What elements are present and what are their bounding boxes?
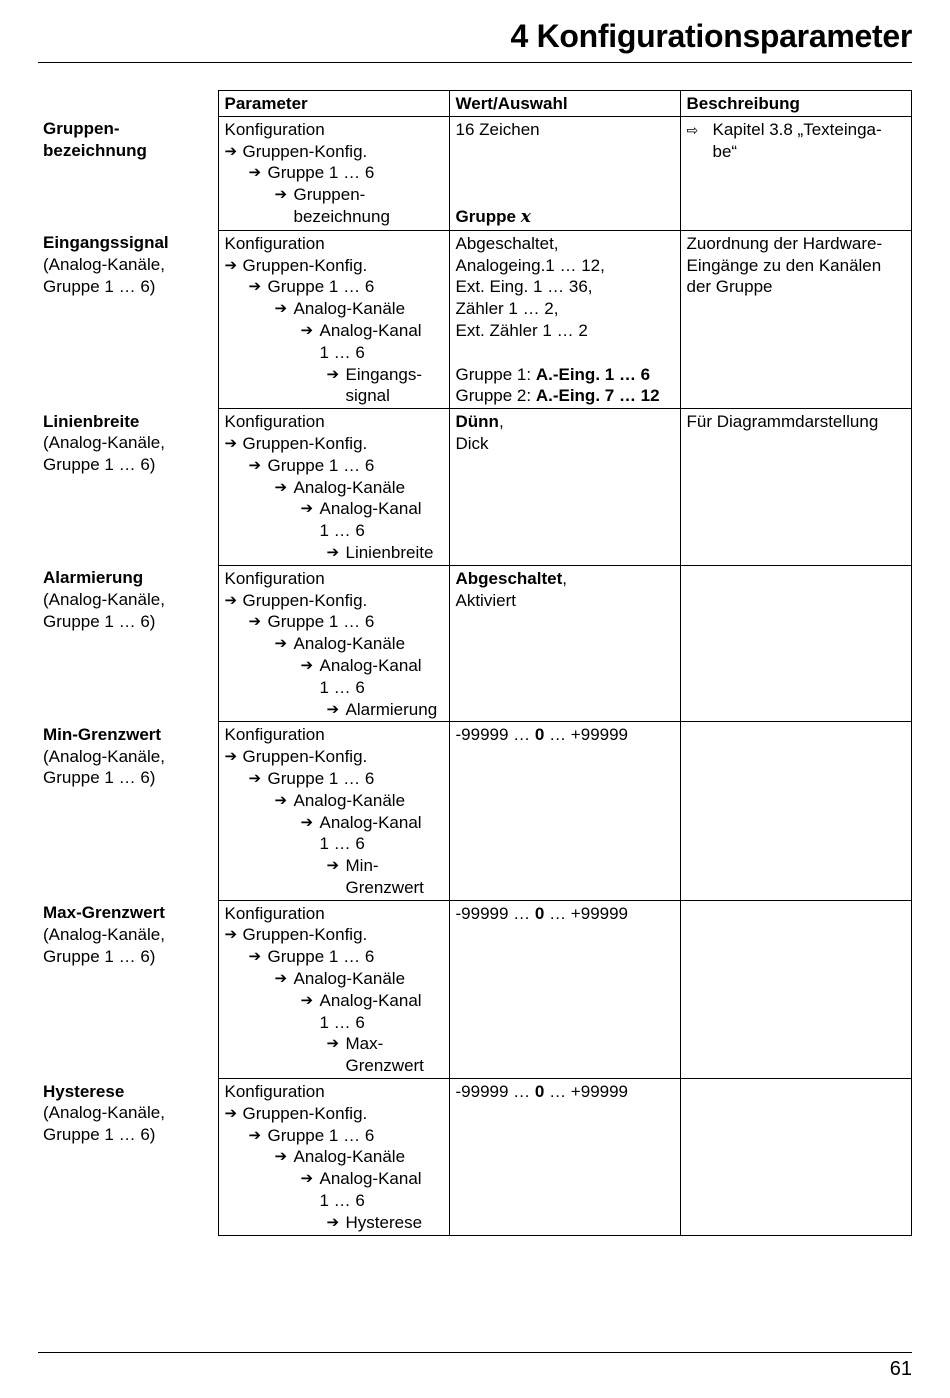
value-option: Aktiviert: [455, 590, 516, 610]
value-range: -99999 … 0 … +99999: [455, 1082, 629, 1102]
row-label: [38, 230, 218, 408]
default-value: Gruppe 2: A.-Eing. 7 … 12: [455, 386, 660, 406]
row-label-sub: (Analog-Kanäle,: [43, 746, 165, 766]
default-value: Gruppe x: [455, 206, 531, 227]
value-cell: [449, 722, 680, 900]
path-item: Konfiguration: [224, 119, 325, 139]
arrow-right-icon: ➔: [326, 856, 340, 875]
header-rule: [38, 62, 912, 63]
arrow-right-icon: ➔: [248, 455, 262, 474]
path-item: ➔ Analog-Kanäle: [274, 299, 406, 319]
chapter-reference: Kapitel 3.8 „Texteinga- be“: [712, 119, 882, 161]
description-cell: [680, 722, 911, 900]
value-option: Zähler 1 … 2,: [455, 299, 559, 319]
row-label-sub: Gruppe 1 … 6): [43, 455, 156, 475]
row-label-title: Min-Grenzwert: [43, 724, 162, 744]
arrow-right-icon: ➔: [224, 590, 238, 609]
value-cell: [449, 230, 680, 408]
parameter-table: [38, 90, 912, 1236]
description-text: Eingänge zu den Kanälen: [686, 255, 882, 275]
header-parameter: Parameter: [218, 91, 449, 117]
path-item: Konfiguration: [224, 1082, 325, 1102]
path-item: ➔ Min-: [326, 856, 379, 876]
path-item: ➔ Analog-Kanal: [300, 990, 422, 1010]
value-option: Abgeschaltet,: [455, 233, 559, 253]
default-value: Gruppe 1: A.-Eing. 1 … 6: [455, 364, 651, 384]
arrow-right-icon: ➔: [224, 1103, 238, 1122]
arrow-right-icon: ➔: [274, 634, 288, 653]
parameter-path: [218, 565, 449, 722]
arrow-right-icon: ➔: [326, 1034, 340, 1053]
value-cell: [449, 409, 680, 566]
page-number: 61: [889, 1358, 912, 1380]
path-item: ➔ Analog-Kanäle: [274, 1147, 406, 1167]
arrow-right-icon: ➔: [248, 768, 262, 787]
path-item: ➔ Gruppen-Konfig.: [224, 141, 368, 161]
row-label-sub: (Analog-Kanäle,: [43, 433, 165, 453]
parameter-path: [218, 230, 449, 408]
arrow-right-icon: ➔: [224, 925, 238, 944]
table-row: [38, 409, 911, 566]
path-item: ➔ Analog-Kanäle: [274, 477, 406, 497]
path-item: Konfiguration: [224, 903, 325, 923]
path-item: ➔ Analog-Kanäle: [274, 634, 406, 654]
arrow-right-icon: ➔: [326, 1212, 340, 1231]
arrow-right-icon: ➔: [300, 320, 314, 339]
path-item: signal: [345, 386, 390, 406]
arrow-right-icon: ➔: [274, 790, 288, 809]
arrow-right-icon: ➔: [248, 1125, 262, 1144]
parameter-path: [218, 409, 449, 566]
path-item: 1 … 6: [319, 1191, 365, 1211]
row-label: [38, 722, 218, 900]
value-option: Dick: [455, 433, 489, 453]
arrow-right-icon: ➔: [300, 812, 314, 831]
parameter-path: [218, 900, 449, 1078]
row-label-sub: (Analog-Kanäle,: [43, 590, 165, 610]
arrow-right-icon: ➔: [248, 947, 262, 966]
arrow-right-icon: ➔: [300, 1169, 314, 1188]
arrow-right-icon: ➔: [326, 542, 340, 561]
description-cell: [680, 900, 911, 1078]
table-row: [38, 900, 911, 1078]
row-label: [38, 565, 218, 722]
path-item: ➔ Gruppen-Konfig.: [224, 433, 368, 453]
row-label-title: Eingangssignal: [43, 233, 169, 253]
arrow-right-icon: ➔: [300, 990, 314, 1009]
row-label: [38, 116, 218, 230]
path-item: ➔ Gruppen-Konfig.: [224, 255, 368, 275]
arrow-right-icon: ➔: [274, 185, 288, 204]
table-row: [38, 116, 911, 230]
path-item: Konfiguration: [224, 412, 325, 432]
path-item: Konfiguration: [224, 725, 325, 745]
path-item: ➔ Eingangs-: [326, 364, 423, 384]
row-label-sub: Gruppe 1 … 6): [43, 946, 156, 966]
arrow-right-icon: ➔: [300, 655, 314, 674]
path-item: ➔ Gruppen-: [274, 185, 366, 205]
description-text: Zuordnung der Hardware-: [686, 233, 883, 253]
value-cell: [449, 565, 680, 722]
arrow-right-icon: ➔: [248, 163, 262, 182]
value-option: Analogeing.1 … 12,: [455, 255, 605, 275]
arrow-right-icon: ➔: [224, 433, 238, 452]
path-item: ➔ Linienbreite: [326, 542, 434, 562]
path-item: ➔ Gruppen-Konfig.: [224, 747, 368, 767]
parameter-path: [218, 1079, 449, 1236]
path-item: ➔ Gruppen-Konfig.: [224, 1103, 368, 1123]
arrow-right-icon: ➔: [300, 499, 314, 518]
path-item: bezeichnung: [293, 206, 390, 226]
row-label-title: Alarmierung: [43, 568, 144, 588]
table-header-row: [38, 91, 911, 117]
path-item: ➔ Analog-Kanal: [300, 499, 422, 519]
path-item: ➔ Hysterese: [326, 1212, 423, 1232]
parameter-path: [218, 116, 449, 230]
path-item: Konfiguration: [224, 568, 325, 588]
row-label-title: Linienbreite: [43, 411, 140, 431]
footer-rule: [38, 1352, 912, 1353]
row-label-sub: Gruppe 1 … 6): [43, 611, 156, 631]
arrow-right-icon: ➔: [274, 299, 288, 318]
arrow-right-icon: ➔: [248, 277, 262, 296]
path-item: ➔ Analog-Kanal: [300, 655, 422, 675]
description-text: Für Diagrammdarstellung: [686, 412, 879, 432]
path-item: 1 … 6: [319, 834, 365, 854]
path-item: ➔ Gruppe 1 … 6: [248, 277, 375, 297]
path-item: ➔ Gruppe 1 … 6: [248, 163, 375, 183]
arrow-right-icon: ➔: [274, 1147, 288, 1166]
row-label-sub: Gruppe 1 … 6): [43, 768, 156, 788]
row-label-title: Hysterese: [43, 1081, 125, 1101]
path-item: 1 … 6: [319, 342, 365, 362]
path-item: ➔ Gruppe 1 … 6: [248, 768, 375, 788]
path-item: ➔ Gruppe 1 … 6: [248, 1125, 375, 1145]
page-title: 4 Konfigurationsparameter: [510, 18, 912, 54]
header-value: Wert/Auswahl: [449, 91, 680, 117]
arrow-right-icon: ➔: [224, 141, 238, 160]
row-label-sub: (Analog-Kanäle,: [43, 255, 165, 275]
value-cell: [449, 1079, 680, 1236]
path-item: Grenzwert: [345, 877, 424, 897]
value-range: -99999 … 0 … +99999: [455, 903, 629, 923]
path-item: ➔ Analog-Kanal: [300, 812, 422, 832]
description-cell: [680, 409, 911, 566]
row-label-sub: Gruppe 1 … 6): [43, 276, 156, 296]
path-item: ➔ Max-: [326, 1034, 384, 1054]
table-row: [38, 565, 911, 722]
description-cell: [680, 1079, 911, 1236]
value-option: Ext. Eing. 1 … 36,: [455, 277, 593, 297]
value-cell: [449, 900, 680, 1078]
path-item: ➔ Gruppe 1 … 6: [248, 612, 375, 632]
path-item: ➔ Gruppen-Konfig.: [224, 590, 368, 610]
row-label-title: Max-Grenzwert: [43, 903, 165, 923]
path-item: ➔ Gruppe 1 … 6: [248, 455, 375, 475]
table-row: [38, 230, 911, 408]
header-spacer: [38, 91, 218, 117]
path-item: Grenzwert: [345, 1056, 424, 1076]
arrow-right-icon: ➔: [326, 364, 340, 383]
description-text: der Gruppe: [686, 277, 773, 297]
value-option: Abgeschaltet,: [455, 568, 567, 588]
reference-arrow-icon: ⇨: [686, 122, 699, 139]
path-item: ➔ Analog-Kanal: [300, 1169, 422, 1189]
row-label: [38, 1079, 218, 1236]
description-cell: [680, 565, 911, 722]
row-label: [38, 409, 218, 566]
row-label-sub: Gruppe 1 … 6): [43, 1125, 156, 1145]
row-label: [38, 900, 218, 1078]
arrow-right-icon: ➔: [274, 969, 288, 988]
path-item: 1 … 6: [319, 1012, 365, 1032]
arrow-right-icon: ➔: [224, 747, 238, 766]
path-item: ➔ Gruppen-Konfig.: [224, 925, 368, 945]
row-label-title: Gruppen-: [43, 119, 120, 139]
arrow-right-icon: ➔: [274, 477, 288, 496]
path-item: ➔ Gruppe 1 … 6: [248, 947, 375, 967]
description-cell: [680, 116, 911, 230]
row-label-sub: (Analog-Kanäle,: [43, 1103, 165, 1123]
table-row: [38, 1079, 911, 1236]
parameter-path: [218, 722, 449, 900]
value-text: 16 Zeichen: [455, 119, 540, 139]
table-row: [38, 722, 911, 900]
path-item: ➔ Analog-Kanäle: [274, 790, 406, 810]
value-range: -99999 … 0 … +99999: [455, 725, 629, 745]
value-option: Ext. Zähler 1 … 2: [455, 320, 588, 340]
path-item: ➔ Analog-Kanäle: [274, 969, 406, 989]
value-option: Dünn,: [455, 412, 504, 432]
path-item: ➔ Alarmierung: [326, 699, 438, 719]
arrow-right-icon: ➔: [224, 255, 238, 274]
path-item: 1 … 6: [319, 677, 365, 697]
arrow-right-icon: ➔: [326, 699, 340, 718]
row-label-sub: (Analog-Kanäle,: [43, 924, 165, 944]
path-item: ➔ Analog-Kanal: [300, 320, 422, 340]
header-description: Beschreibung: [680, 91, 911, 117]
arrow-right-icon: ➔: [248, 612, 262, 631]
row-label-title: bezeichnung: [43, 141, 147, 161]
value-cell: [449, 116, 680, 230]
description-cell: [680, 230, 911, 408]
path-item: Konfiguration: [224, 233, 325, 253]
path-item: 1 … 6: [319, 521, 365, 541]
